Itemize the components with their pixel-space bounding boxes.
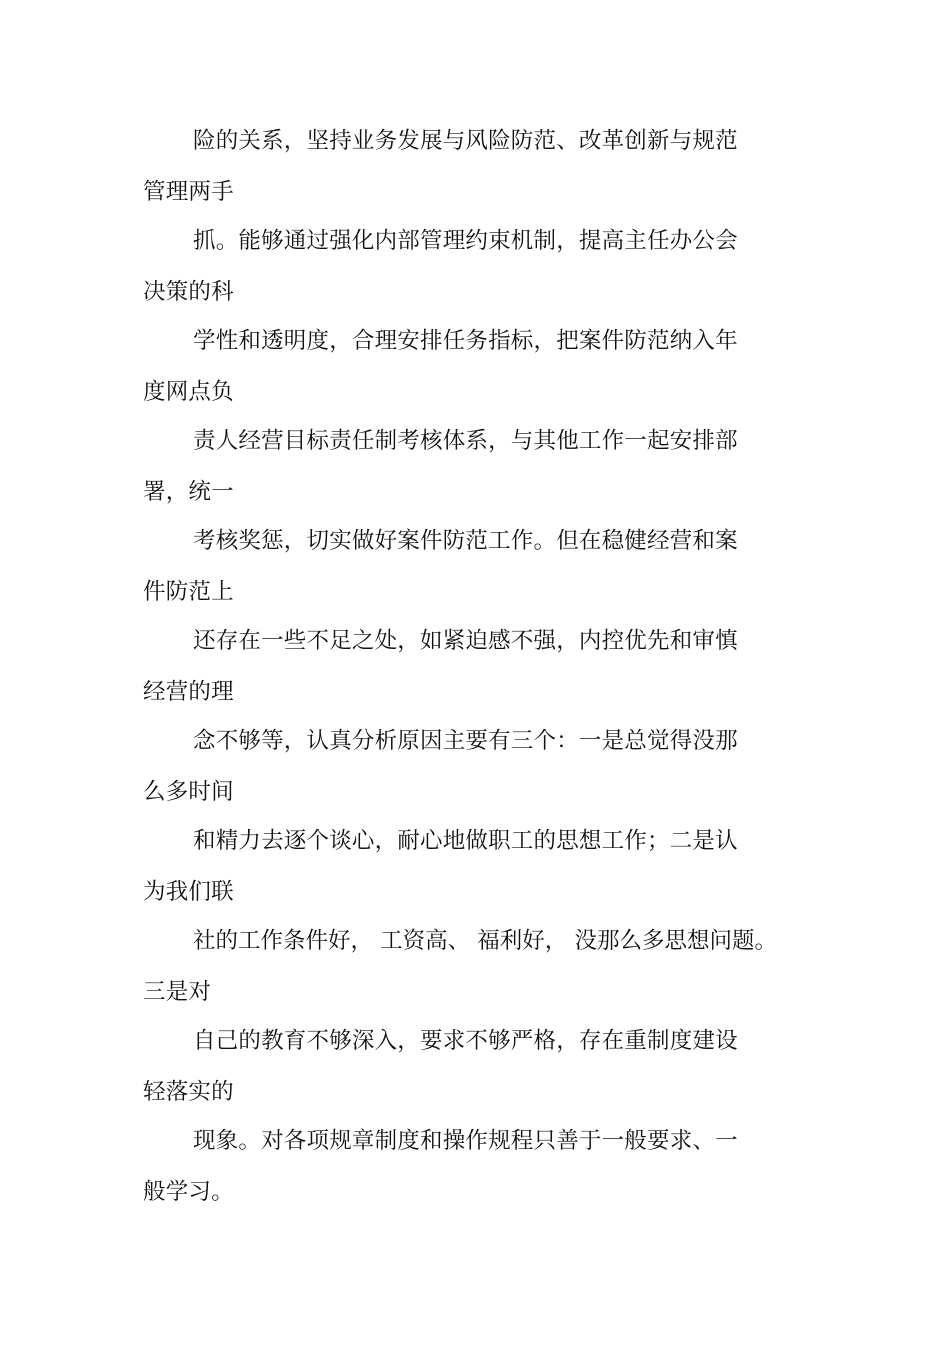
paragraph-line-8: 署，统一 [143, 479, 234, 505]
paragraph-line-6: 度网点负 [143, 379, 234, 405]
paragraph-line-15: 和精力去逐个谈心，耐心地做职工的思想工作；二是认 [193, 828, 738, 854]
paragraph-line-22: 般学习。 [143, 1179, 234, 1205]
paragraph-line-2: 管理两手 [143, 179, 234, 205]
paragraph-line-1: 险的关系，坚持业务发展与风险防范、改革创新与规范 [193, 128, 738, 154]
paragraph-line-21: 现象。对各项规章制度和操作规程只善于一般要求、一 [193, 1128, 738, 1154]
paragraph-line-12: 经营的理 [143, 679, 234, 705]
paragraph-line-17: 社的工作条件好， 工资高、 福利好， 没那么多思想问题。 [193, 928, 777, 954]
paragraph-line-18: 三是对 [143, 979, 212, 1005]
paragraph-line-11: 还存在一些不足之处，如紧迫感不强，内控优先和审慎 [193, 628, 738, 654]
paragraph-line-14: 么多时间 [143, 779, 234, 805]
paragraph-line-5: 学性和透明度，合理安排任务指标，把案件防范纳入年 [193, 328, 738, 354]
paragraph-line-4: 决策的科 [143, 279, 234, 305]
paragraph-line-7: 责人经营目标责任制考核体系，与其他工作一起安排部 [193, 428, 738, 454]
paragraph-line-13: 念不够等，认真分析原因主要有三个：一是总觉得没那 [193, 728, 738, 754]
paragraph-line-9: 考核奖惩，切实做好案件防范工作。但在稳健经营和案 [193, 528, 738, 554]
paragraph-line-10: 件防范上 [143, 579, 234, 605]
paragraph-line-16: 为我们联 [143, 879, 234, 905]
paragraph-line-3: 抓。能够通过强化内部管理约束机制，提高主任办公会 [193, 228, 738, 254]
paragraph-line-19: 自己的教育不够深入，要求不够严格，存在重制度建设 [193, 1028, 738, 1054]
paragraph-line-20: 轻落实的 [143, 1079, 234, 1105]
